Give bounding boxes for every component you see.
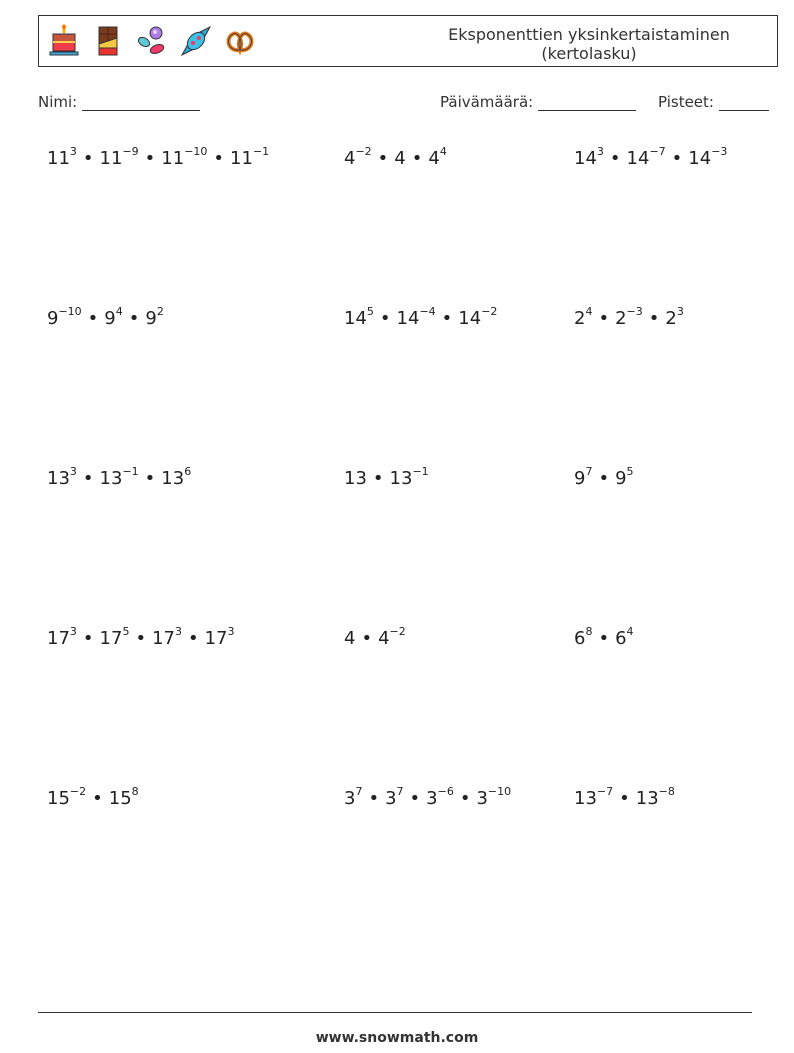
term-base: 14 bbox=[626, 148, 650, 169]
term-base: 13 bbox=[344, 468, 367, 489]
multiply-operator: • bbox=[459, 788, 471, 809]
term-base: 14 bbox=[396, 308, 420, 329]
term-exponent: −7 bbox=[596, 785, 614, 798]
multiply-operator: • bbox=[87, 308, 99, 329]
term-base: 17 bbox=[204, 628, 228, 649]
term-base: 13 bbox=[99, 468, 123, 489]
term-base: 14 bbox=[688, 148, 712, 169]
term-exponent: −6 bbox=[437, 785, 454, 798]
term-exponent: −10 bbox=[184, 145, 208, 158]
term-exponent: 3 bbox=[69, 625, 77, 638]
problem-8 bbox=[344, 465, 429, 489]
problem-11 bbox=[344, 625, 406, 649]
chocolate-bar-icon bbox=[91, 24, 125, 58]
term-base: 6 bbox=[574, 628, 586, 649]
term-base: 9 bbox=[145, 308, 157, 329]
multiply-operator: • bbox=[92, 788, 103, 809]
term-base: 13 bbox=[47, 468, 70, 489]
term-base: 3 bbox=[476, 788, 488, 809]
term-exponent: −3 bbox=[711, 145, 728, 158]
multiply-operator: • bbox=[135, 628, 147, 649]
footer-url: www.snowmath.com bbox=[315, 1030, 479, 1046]
term-base: 11 bbox=[47, 148, 70, 169]
multiply-operator: • bbox=[213, 148, 225, 169]
term-exponent: 5 bbox=[366, 305, 374, 318]
term-exponent: 5 bbox=[122, 625, 130, 638]
term-base: 9 bbox=[574, 468, 586, 489]
problem-4 bbox=[47, 305, 164, 329]
multiply-operator: • bbox=[187, 628, 199, 649]
term-base: 4 bbox=[428, 148, 440, 169]
term-base: 14 bbox=[458, 308, 482, 329]
problem-1 bbox=[47, 145, 270, 169]
multiply-operator: • bbox=[598, 628, 610, 649]
term-exponent: −7 bbox=[649, 145, 666, 158]
term-exponent: 8 bbox=[131, 785, 139, 798]
multiply-operator: • bbox=[372, 468, 384, 489]
term-exponent: 4 bbox=[585, 305, 593, 318]
multiply-operator: • bbox=[411, 148, 423, 169]
term-base: 3 bbox=[344, 788, 356, 809]
term-exponent: 3 bbox=[69, 145, 77, 158]
term-base: 17 bbox=[47, 628, 70, 649]
term-exponent: 2 bbox=[156, 305, 164, 318]
term-base: 13 bbox=[161, 468, 185, 489]
term-exponent: 6 bbox=[184, 465, 192, 478]
term-base: 9 bbox=[47, 308, 59, 329]
term-base: 9 bbox=[615, 468, 627, 489]
term-exponent: 4 bbox=[439, 145, 447, 158]
term-base: 2 bbox=[665, 308, 677, 329]
term-exponent: 3 bbox=[676, 305, 684, 318]
wrapped-candy-icon bbox=[179, 24, 213, 58]
term-base: 4 bbox=[344, 148, 356, 169]
multiply-operator: • bbox=[144, 148, 156, 169]
term-base: 4 bbox=[378, 628, 390, 649]
name-label: Nimi: bbox=[38, 93, 78, 111]
term-exponent: 7 bbox=[355, 785, 363, 798]
term-exponent: 3 bbox=[227, 625, 235, 638]
cake-icon bbox=[47, 24, 81, 58]
term-exponent: 3 bbox=[596, 145, 604, 158]
multiply-operator: • bbox=[671, 148, 683, 169]
term-base: 14 bbox=[344, 308, 367, 329]
problem-14 bbox=[344, 785, 512, 809]
term-exponent: −3 bbox=[626, 305, 643, 318]
multiply-operator: • bbox=[368, 788, 380, 809]
problem-13 bbox=[47, 785, 139, 809]
term-base: 13 bbox=[635, 788, 659, 809]
name-blank[interactable] bbox=[82, 96, 200, 111]
term-base: 2 bbox=[574, 308, 586, 329]
term-base: 11 bbox=[161, 148, 185, 169]
term-exponent: 4 bbox=[115, 305, 123, 318]
term-exponent: −2 bbox=[69, 785, 87, 798]
problem-3 bbox=[574, 145, 728, 169]
term-exponent: 7 bbox=[396, 785, 404, 798]
multiply-operator: • bbox=[441, 308, 453, 329]
name-field bbox=[38, 93, 200, 111]
term-exponent: 3 bbox=[174, 625, 182, 638]
term-base: 9 bbox=[104, 308, 116, 329]
term-exponent: −2 bbox=[389, 625, 406, 638]
term-base: 11 bbox=[230, 148, 253, 169]
score-label: Pisteet: bbox=[658, 93, 714, 111]
footer-divider bbox=[38, 1012, 752, 1013]
multiply-operator: • bbox=[128, 308, 140, 329]
term-base: 13 bbox=[574, 788, 597, 809]
term-exponent: −2 bbox=[481, 305, 498, 318]
term-base: 15 bbox=[47, 788, 70, 809]
problem-15 bbox=[574, 785, 675, 809]
multiply-operator: • bbox=[648, 308, 660, 329]
multiply-operator: • bbox=[377, 148, 389, 169]
term-exponent: −4 bbox=[419, 305, 436, 318]
term-base: 3 bbox=[385, 788, 397, 809]
multiply-operator: • bbox=[598, 468, 610, 489]
multiply-operator: • bbox=[82, 468, 94, 489]
header-icons bbox=[47, 24, 257, 58]
multiply-operator: • bbox=[609, 148, 621, 169]
problem-7 bbox=[47, 465, 192, 489]
problem-5 bbox=[344, 305, 498, 329]
worksheet-header bbox=[38, 15, 778, 67]
term-exponent: −10 bbox=[58, 305, 82, 318]
term-exponent: 3 bbox=[69, 465, 77, 478]
term-exponent: 5 bbox=[626, 465, 634, 478]
candies-icon bbox=[135, 24, 169, 58]
multiply-operator: • bbox=[82, 148, 94, 169]
multiply-operator: • bbox=[82, 628, 94, 649]
multiply-operator: • bbox=[598, 308, 610, 329]
problem-9 bbox=[574, 465, 634, 489]
multiply-operator: • bbox=[619, 788, 630, 809]
term-exponent: 8 bbox=[585, 625, 593, 638]
multiply-operator: • bbox=[361, 628, 373, 649]
worksheet-title: Eksponenttien yksinkertaistaminen (kertolasku) bbox=[448, 25, 730, 63]
term-exponent: 7 bbox=[585, 465, 593, 478]
term-exponent: −1 bbox=[122, 465, 139, 478]
term-base: 17 bbox=[152, 628, 175, 649]
problem-6 bbox=[574, 305, 684, 329]
score-field bbox=[658, 93, 769, 111]
term-base: 14 bbox=[574, 148, 597, 169]
score-blank[interactable] bbox=[719, 96, 769, 111]
date-label: Päivämäärä: bbox=[440, 93, 534, 111]
term-base: 15 bbox=[108, 788, 132, 809]
term-exponent: −2 bbox=[355, 145, 372, 158]
term-base: 17 bbox=[99, 628, 123, 649]
multiply-operator: • bbox=[379, 308, 391, 329]
term-exponent: −1 bbox=[412, 465, 429, 478]
term-base: 3 bbox=[426, 788, 438, 809]
problem-12 bbox=[574, 625, 634, 649]
date-blank[interactable] bbox=[538, 96, 636, 111]
term-base: 4 bbox=[344, 628, 356, 649]
term-exponent: 4 bbox=[626, 625, 634, 638]
term-base: 6 bbox=[615, 628, 627, 649]
term-exponent: −9 bbox=[122, 145, 139, 158]
problem-10 bbox=[47, 625, 235, 649]
term-base: 13 bbox=[389, 468, 413, 489]
problem-2 bbox=[344, 145, 447, 169]
multiply-operator: • bbox=[409, 788, 421, 809]
term-exponent: −8 bbox=[658, 785, 675, 798]
term-base: 11 bbox=[99, 148, 123, 169]
term-base: 2 bbox=[615, 308, 627, 329]
date-field bbox=[440, 93, 636, 111]
term-exponent: −10 bbox=[487, 785, 512, 798]
multiply-operator: • bbox=[144, 468, 156, 489]
term-exponent: −1 bbox=[252, 145, 270, 158]
pretzel-icon bbox=[223, 24, 257, 58]
term-base: 4 bbox=[394, 148, 406, 169]
